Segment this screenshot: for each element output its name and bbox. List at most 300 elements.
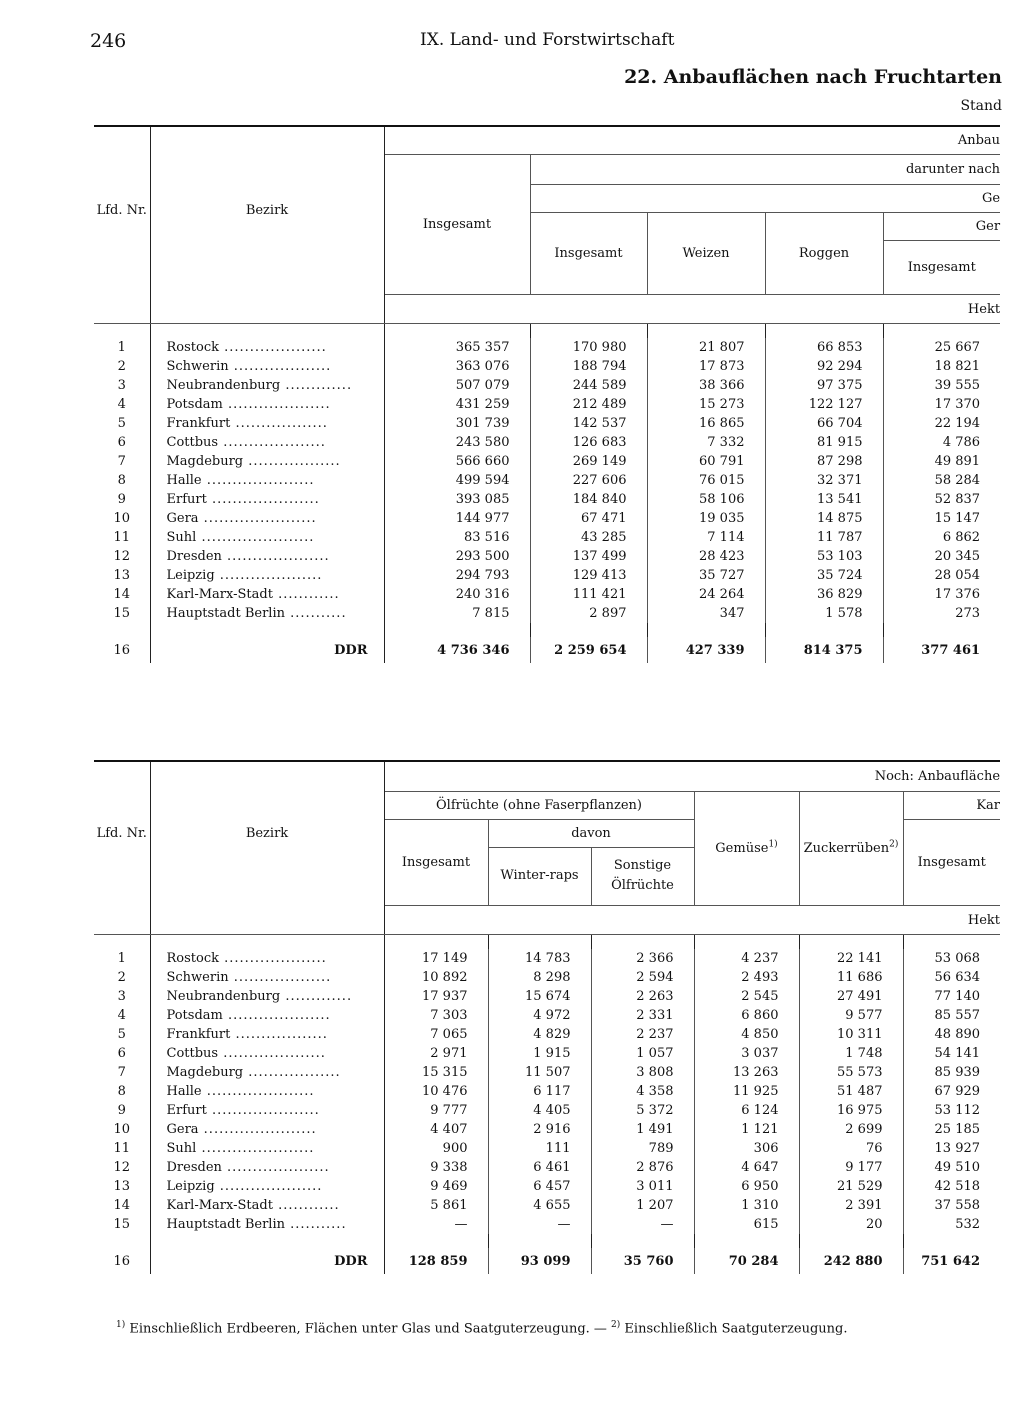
total-value: 4 736 346 xyxy=(384,637,530,663)
value-cell: 111 421 xyxy=(530,585,647,604)
value-cell: 22 194 xyxy=(883,414,1000,433)
value-cell: 1 578 xyxy=(765,604,883,623)
bezirk-name xyxy=(150,1196,384,1215)
value-cell: 2 263 xyxy=(591,987,694,1006)
value-cell: 7 114 xyxy=(647,528,765,547)
value-cell: 35 724 xyxy=(765,566,883,585)
value-cell: 76 015 xyxy=(647,471,765,490)
oelfruechte-header: Ölfrüchte (ohne Faserpflanzen) xyxy=(436,797,642,813)
row-number: 3 xyxy=(117,378,126,393)
bezirk-name xyxy=(150,547,384,566)
bezirk-label: Frankfurt xyxy=(166,1027,231,1042)
bezirk-label: Cottbus xyxy=(166,435,219,450)
table-row xyxy=(94,376,1000,395)
leader-dots: ............ xyxy=(272,587,340,602)
value-cell: 507 079 xyxy=(384,376,530,395)
bezirk-name xyxy=(150,1120,384,1139)
value-cell: 4 647 xyxy=(694,1158,799,1177)
value-cell: 243 580 xyxy=(384,433,530,452)
total-value: 128 859 xyxy=(384,1248,488,1274)
row-number: 7 xyxy=(117,1065,126,1080)
leader-dots: .................... xyxy=(218,435,326,450)
value-cell: 4 407 xyxy=(384,1120,488,1139)
value-cell: 58 106 xyxy=(647,490,765,509)
value-cell: 42 518 xyxy=(903,1177,1000,1196)
bezirk-label: Frankfurt xyxy=(166,416,231,431)
spacer-row xyxy=(94,623,1000,637)
bezirk-label: Rostock xyxy=(166,951,219,966)
value-cell: 10 311 xyxy=(799,1025,903,1044)
leader-dots: ...................... xyxy=(196,530,315,545)
value-cell: 1 057 xyxy=(591,1044,694,1063)
value-cell: 20 xyxy=(799,1215,903,1234)
bezirk-label: Gera xyxy=(166,1122,199,1137)
value-cell: 13 263 xyxy=(694,1063,799,1082)
value-cell: 18 821 xyxy=(883,357,1000,376)
insgesamt-header: Insgesamt xyxy=(422,216,492,232)
value-cell: 2 545 xyxy=(694,987,799,1006)
table-row xyxy=(94,490,1000,509)
value-cell: 6 124 xyxy=(694,1101,799,1120)
row-number: 13 xyxy=(113,568,131,583)
sub-insgesamt-header: Insgesamt xyxy=(554,245,623,261)
value-cell: 67 471 xyxy=(530,509,647,528)
leader-dots: ................... xyxy=(228,970,332,985)
row-number: 12 xyxy=(113,1160,131,1175)
value-cell: 129 413 xyxy=(530,566,647,585)
value-cell: 76 xyxy=(799,1139,903,1158)
value-cell: 28 054 xyxy=(883,566,1000,585)
roggen-header: Roggen xyxy=(798,245,850,261)
bezirk-name xyxy=(150,585,384,604)
value-cell: 85 939 xyxy=(903,1063,1000,1082)
value-cell: 7 332 xyxy=(647,433,765,452)
value-cell: 227 606 xyxy=(530,471,647,490)
leader-dots: ..................... xyxy=(206,1103,320,1118)
row-number: 12 xyxy=(113,549,131,564)
table-row xyxy=(94,357,1000,376)
value-cell: 49 510 xyxy=(903,1158,1000,1177)
leader-dots: .................... xyxy=(214,1179,323,1194)
row-number: 1 xyxy=(117,340,126,355)
value-cell: 2 699 xyxy=(799,1120,903,1139)
value-cell: 6 461 xyxy=(488,1158,591,1177)
bezirk-name xyxy=(150,604,384,623)
ger-insgesamt-header: Insgesamt xyxy=(907,259,976,275)
gemuese-header: Gemüse$^{1)}$ xyxy=(715,840,778,857)
value-cell: 15 147 xyxy=(883,509,1000,528)
value-cell: 36 829 xyxy=(765,585,883,604)
value-cell: 532 xyxy=(903,1215,1000,1234)
total-value: 377 461 xyxy=(883,637,1000,663)
value-cell: 11 686 xyxy=(799,968,903,987)
row-number: 4 xyxy=(117,1008,126,1023)
leader-dots: ..................... xyxy=(201,473,315,488)
bezirk-name xyxy=(150,395,384,414)
value-cell: 17 370 xyxy=(883,395,1000,414)
row-number: 3 xyxy=(117,989,126,1004)
value-cell: 51 487 xyxy=(799,1082,903,1101)
bezirk-label: Erfurt xyxy=(166,1103,207,1118)
spacer-row xyxy=(94,935,1000,950)
leader-dots: ........... xyxy=(284,606,347,621)
value-cell: 2 916 xyxy=(488,1120,591,1139)
table-row xyxy=(94,604,1000,623)
value-cell: 35 727 xyxy=(647,566,765,585)
value-cell: 17 937 xyxy=(384,987,488,1006)
value-cell: 363 076 xyxy=(384,357,530,376)
value-cell: 1 121 xyxy=(694,1120,799,1139)
kar-insgesamt-header: Insgesamt xyxy=(917,854,986,870)
bezirk-label: Gera xyxy=(166,511,199,526)
row-number: 7 xyxy=(117,454,126,469)
value-cell: 144 977 xyxy=(384,509,530,528)
leader-dots: .................... xyxy=(221,549,330,564)
leader-dots: .................... xyxy=(222,397,331,412)
table-row xyxy=(94,1120,1000,1139)
value-cell: 294 793 xyxy=(384,566,530,585)
row-number: 5 xyxy=(117,416,126,431)
value-cell: 25 667 xyxy=(883,338,1000,357)
table-row xyxy=(94,433,1000,452)
bezirk-label: Magdeburg xyxy=(166,1065,244,1080)
bezirk-label: Hauptstadt Berlin xyxy=(166,1217,285,1232)
ger-header: Ger xyxy=(975,218,1001,234)
value-cell: 789 xyxy=(591,1139,694,1158)
value-cell: 4 850 xyxy=(694,1025,799,1044)
table-row xyxy=(94,1044,1000,1063)
value-cell: 2 237 xyxy=(591,1025,694,1044)
value-cell: 8 298 xyxy=(488,968,591,987)
leader-dots: ............ xyxy=(272,1198,340,1213)
table-row xyxy=(94,528,1000,547)
weizen-header: Weizen xyxy=(682,245,730,261)
row-number: 10 xyxy=(113,1122,131,1137)
lfd-nr-header: Lfd. Nr. xyxy=(96,826,147,842)
table-row xyxy=(94,1063,1000,1082)
value-cell: 9 577 xyxy=(799,1006,903,1025)
table-row xyxy=(94,566,1000,585)
value-cell: 188 794 xyxy=(530,357,647,376)
bezirk-label: Neubrandenburg xyxy=(166,989,281,1004)
row-number: 15 xyxy=(113,1217,131,1232)
bezirk-label: Neubrandenburg xyxy=(166,378,281,393)
unit-label: Hekt xyxy=(967,912,1001,928)
total-value: 751 642 xyxy=(903,1248,1000,1274)
leader-dots: .................. xyxy=(243,454,341,469)
value-cell: 66 853 xyxy=(765,338,883,357)
bezirk-name xyxy=(150,376,384,395)
ge-header: Ge xyxy=(981,190,1001,206)
bezirk-label: Dresden xyxy=(166,1160,222,1175)
value-cell: 431 259 xyxy=(384,395,530,414)
value-cell: 365 357 xyxy=(384,338,530,357)
value-cell: 170 980 xyxy=(530,338,647,357)
value-cell: 20 345 xyxy=(883,547,1000,566)
chapter-title: IX. Land- und Forstwirtschaft xyxy=(420,30,675,50)
table-row xyxy=(94,338,1000,357)
leader-dots: ............. xyxy=(280,989,353,1004)
value-cell: 3 011 xyxy=(591,1177,694,1196)
value-cell: 499 594 xyxy=(384,471,530,490)
winterraps-header: Winter-raps xyxy=(500,868,579,884)
leader-dots: ...................... xyxy=(196,1141,315,1156)
total-label: DDR xyxy=(150,1248,384,1274)
value-cell: 55 573 xyxy=(799,1063,903,1082)
value-cell: 16 865 xyxy=(647,414,765,433)
bezirk-name xyxy=(150,1006,384,1025)
value-cell: 9 777 xyxy=(384,1101,488,1120)
value-cell: 11 925 xyxy=(694,1082,799,1101)
value-cell: 122 127 xyxy=(765,395,883,414)
value-cell: 2 594 xyxy=(591,968,694,987)
value-cell: 52 837 xyxy=(883,490,1000,509)
table-row xyxy=(94,452,1000,471)
value-cell: 1 915 xyxy=(488,1044,591,1063)
value-cell: 14 783 xyxy=(488,949,591,968)
bezirk-label: Schwerin xyxy=(166,359,229,374)
bezirk-name xyxy=(150,414,384,433)
value-cell: 60 791 xyxy=(647,452,765,471)
value-cell: 1 748 xyxy=(799,1044,903,1063)
value-cell: 6 862 xyxy=(883,528,1000,547)
value-cell: 7 065 xyxy=(384,1025,488,1044)
leader-dots: .................... xyxy=(222,1008,331,1023)
value-cell: 615 xyxy=(694,1215,799,1234)
bezirk-name xyxy=(150,452,384,471)
leader-dots: ..................... xyxy=(201,1084,315,1099)
row-number: 14 xyxy=(113,1198,131,1213)
value-cell: 13 541 xyxy=(765,490,883,509)
value-cell: 3 808 xyxy=(591,1063,694,1082)
table-row xyxy=(94,987,1000,1006)
value-cell: 54 141 xyxy=(903,1044,1000,1063)
bezirk-label: Karl-Marx-Stadt xyxy=(166,1198,273,1213)
value-cell: 43 285 xyxy=(530,528,647,547)
table-title: 22. Anbauflächen nach Fruchtarten xyxy=(624,66,1002,88)
row-number: 11 xyxy=(113,530,131,545)
value-cell: 293 500 xyxy=(384,547,530,566)
value-cell: 28 423 xyxy=(647,547,765,566)
value-cell: 25 185 xyxy=(903,1120,1000,1139)
value-cell: 97 375 xyxy=(765,376,883,395)
value-cell: 2 876 xyxy=(591,1158,694,1177)
row-number: 1 xyxy=(117,951,126,966)
value-cell: 13 927 xyxy=(903,1139,1000,1158)
value-cell: — xyxy=(488,1215,591,1234)
table-row xyxy=(94,585,1000,604)
leader-dots: .................. xyxy=(243,1065,341,1080)
leader-dots: ...................... xyxy=(198,511,317,526)
table-row xyxy=(94,1082,1000,1101)
total-value: 242 880 xyxy=(799,1248,903,1274)
bezirk-name xyxy=(150,1082,384,1101)
bezirk-name xyxy=(150,1063,384,1082)
noch-anbauflaeche-header: Noch: Anbaufläche xyxy=(874,768,1001,784)
bezirk-name xyxy=(150,357,384,376)
value-cell: 2 331 xyxy=(591,1006,694,1025)
table-row xyxy=(94,1177,1000,1196)
table-row xyxy=(94,471,1000,490)
row-number: 11 xyxy=(113,1141,131,1156)
bezirk-name xyxy=(150,968,384,987)
value-cell: 566 660 xyxy=(384,452,530,471)
row-number: 16 xyxy=(113,642,131,658)
leader-dots: .................. xyxy=(230,416,328,431)
table-row xyxy=(94,414,1000,433)
value-cell: 4 358 xyxy=(591,1082,694,1101)
value-cell: 22 141 xyxy=(799,949,903,968)
value-cell: 7 815 xyxy=(384,604,530,623)
value-cell: 6 950 xyxy=(694,1177,799,1196)
table-row xyxy=(94,547,1000,566)
value-cell: 137 499 xyxy=(530,547,647,566)
value-cell: 347 xyxy=(647,604,765,623)
value-cell: 21 807 xyxy=(647,338,765,357)
row-number: 8 xyxy=(117,1084,126,1099)
leader-dots: .................... xyxy=(218,1046,326,1061)
value-cell: 27 491 xyxy=(799,987,903,1006)
total-value: 814 375 xyxy=(765,637,883,663)
value-cell: 4 829 xyxy=(488,1025,591,1044)
row-number: 6 xyxy=(117,1046,126,1061)
kar-header: Kar xyxy=(976,797,1001,813)
value-cell: 17 376 xyxy=(883,585,1000,604)
footnote: $^{1)}$ Einschließlich Erdbeeren, Flächen unter Glas und Saatguterzeugung. — $^{2)}$ Einschließlich Saatguterzeugung. xyxy=(116,1320,848,1337)
row-number: 6 xyxy=(117,435,126,450)
bezirk-name xyxy=(150,1158,384,1177)
value-cell: — xyxy=(591,1215,694,1234)
leader-dots: .................... xyxy=(219,951,327,966)
value-cell: 37 558 xyxy=(903,1196,1000,1215)
bezirk-label: Schwerin xyxy=(166,970,229,985)
row-number: 10 xyxy=(113,511,131,526)
value-cell: 39 555 xyxy=(883,376,1000,395)
row-number: 2 xyxy=(117,359,126,374)
leader-dots: ..................... xyxy=(206,492,320,507)
total-value: 427 339 xyxy=(647,637,765,663)
bezirk-label: Potsdam xyxy=(166,1008,223,1023)
bezirk-label: Karl-Marx-Stadt xyxy=(166,587,273,602)
table-row xyxy=(94,1101,1000,1120)
value-cell: 2 897 xyxy=(530,604,647,623)
value-cell: 15 273 xyxy=(647,395,765,414)
value-cell: 2 391 xyxy=(799,1196,903,1215)
bezirk-label: Dresden xyxy=(166,549,222,564)
value-cell: — xyxy=(384,1215,488,1234)
value-cell: 4 237 xyxy=(694,949,799,968)
value-cell: 126 683 xyxy=(530,433,647,452)
value-cell: 1 207 xyxy=(591,1196,694,1215)
value-cell: 9 469 xyxy=(384,1177,488,1196)
unit-label: Hekt xyxy=(967,301,1001,317)
value-cell: 2 493 xyxy=(694,968,799,987)
row-number: 13 xyxy=(113,1179,131,1194)
row-number: 14 xyxy=(113,587,131,602)
value-cell: 11 507 xyxy=(488,1063,591,1082)
leader-dots: .................... xyxy=(219,340,327,355)
bezirk-name xyxy=(150,433,384,452)
davon-header: davon xyxy=(571,825,611,841)
value-cell: 10 476 xyxy=(384,1082,488,1101)
value-cell: 2 971 xyxy=(384,1044,488,1063)
value-cell: 53 112 xyxy=(903,1101,1000,1120)
value-cell: 83 516 xyxy=(384,528,530,547)
leader-dots: ............. xyxy=(280,378,353,393)
value-cell: 111 xyxy=(488,1139,591,1158)
value-cell: 2 366 xyxy=(591,949,694,968)
sonstige-oelfruechte-header: Sonstige Ölfrüchte xyxy=(611,858,674,894)
table-row xyxy=(94,968,1000,987)
leader-dots: .................... xyxy=(214,568,323,583)
value-cell: 393 085 xyxy=(384,490,530,509)
value-cell: 4 405 xyxy=(488,1101,591,1120)
bezirk-name xyxy=(150,1044,384,1063)
bezirk-name xyxy=(150,1215,384,1234)
table-anbauflaechen-2 xyxy=(94,760,1000,1274)
bezirk-label: Suhl xyxy=(166,530,197,545)
bezirk-label: Cottbus xyxy=(166,1046,219,1061)
value-cell: 92 294 xyxy=(765,357,883,376)
bezirk-label: Hauptstadt Berlin xyxy=(166,606,285,621)
bezirk-name xyxy=(150,566,384,585)
table-row xyxy=(94,1139,1000,1158)
total-value: 93 099 xyxy=(488,1248,591,1274)
row-number: 2 xyxy=(117,970,126,985)
lfd-nr-header: Lfd. Nr. xyxy=(96,203,147,219)
value-cell: 11 787 xyxy=(765,528,883,547)
value-cell: 15 315 xyxy=(384,1063,488,1082)
value-cell: 15 674 xyxy=(488,987,591,1006)
value-cell: 16 975 xyxy=(799,1101,903,1120)
row-number: 4 xyxy=(117,397,126,412)
value-cell: 77 140 xyxy=(903,987,1000,1006)
leader-dots: ................... xyxy=(228,359,332,374)
bezirk-name xyxy=(150,1177,384,1196)
bezirk-name xyxy=(150,509,384,528)
bezirk-label: Rostock xyxy=(166,340,219,355)
value-cell: 269 149 xyxy=(530,452,647,471)
value-cell: 4 786 xyxy=(883,433,1000,452)
value-cell: 6 457 xyxy=(488,1177,591,1196)
leader-dots: .................. xyxy=(230,1027,328,1042)
row-number: 8 xyxy=(117,473,126,488)
bezirk-name xyxy=(150,1025,384,1044)
value-cell: 67 929 xyxy=(903,1082,1000,1101)
value-cell: 66 704 xyxy=(765,414,883,433)
value-cell: 5 372 xyxy=(591,1101,694,1120)
value-cell: 21 529 xyxy=(799,1177,903,1196)
bezirk-header: Bezirk xyxy=(245,203,289,219)
zuckerrueben-header: Zuckerrüben$^{2)}$ xyxy=(803,840,899,857)
value-cell: 48 890 xyxy=(903,1025,1000,1044)
value-cell: 6 860 xyxy=(694,1006,799,1025)
table-row xyxy=(94,1025,1000,1044)
oel-insgesamt-header: Insgesamt xyxy=(401,854,471,870)
row-number: 16 xyxy=(113,1253,131,1269)
value-cell: 900 xyxy=(384,1139,488,1158)
bezirk-name xyxy=(150,987,384,1006)
bezirk-label: Leipzig xyxy=(166,1179,215,1194)
spacer-row xyxy=(94,324,1000,339)
value-cell: 85 557 xyxy=(903,1006,1000,1025)
bezirk-label: Halle xyxy=(166,1084,202,1099)
value-cell: 1 491 xyxy=(591,1120,694,1139)
total-row xyxy=(94,637,1000,663)
value-cell: 184 840 xyxy=(530,490,647,509)
bezirk-label: Erfurt xyxy=(166,492,207,507)
table-row xyxy=(94,1006,1000,1025)
